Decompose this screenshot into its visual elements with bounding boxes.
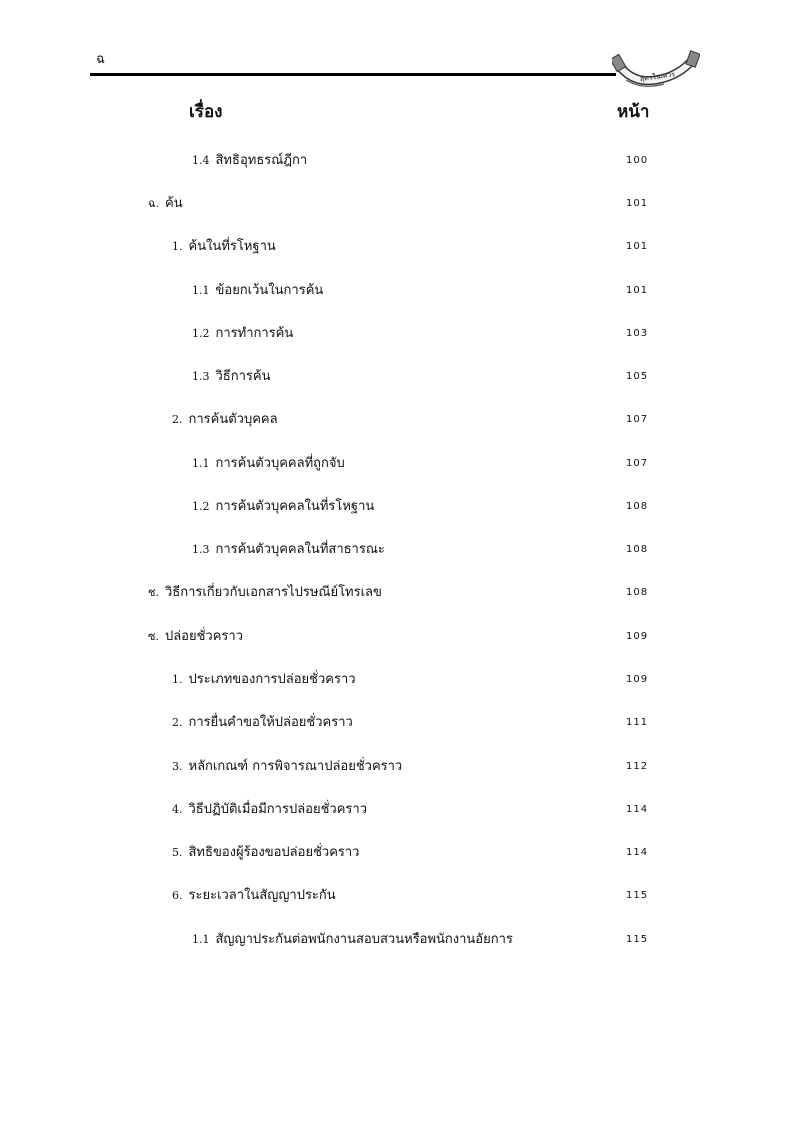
toc-entry-page[interactable]: 101 bbox=[626, 198, 649, 209]
toc-entry bbox=[0, 755, 794, 779]
toc-entry-page[interactable]: 108 bbox=[626, 501, 649, 512]
scroll-logo-icon bbox=[612, 50, 700, 90]
toc-entry bbox=[0, 538, 794, 562]
toc-entry-number: 1. bbox=[172, 673, 183, 686]
toc-entry bbox=[0, 452, 794, 476]
toc-entry-title[interactable] bbox=[192, 538, 385, 562]
toc-entry bbox=[0, 668, 794, 692]
toc-entry-title[interactable] bbox=[192, 279, 323, 303]
toc-entry-text: การค้นตัวบุคคลในที่รโหฐาน bbox=[215, 499, 375, 514]
toc-entry-page[interactable]: 101 bbox=[626, 285, 649, 296]
toc-entry bbox=[0, 928, 794, 952]
toc-entry-page[interactable]: 114 bbox=[626, 804, 649, 815]
toc-entry-number: 1.2 bbox=[192, 327, 210, 340]
toc-entry-text: วิธีการค้น bbox=[215, 369, 271, 384]
toc-entry-title[interactable] bbox=[192, 495, 374, 519]
toc-entry bbox=[0, 841, 794, 865]
toc-entry-text: สิทธิอุทธรณ์ฎีกา bbox=[215, 153, 308, 168]
toc-entry-page[interactable]: 100 bbox=[626, 155, 649, 166]
toc-entry-page[interactable]: 105 bbox=[626, 371, 649, 382]
toc-entry-number: 5. bbox=[172, 846, 183, 859]
toc-entry-page[interactable]: 109 bbox=[626, 631, 649, 642]
toc-entry-number: ฉ. bbox=[148, 197, 159, 210]
toc-entry-title[interactable] bbox=[172, 711, 353, 735]
toc-entry-number: 2. bbox=[172, 716, 183, 729]
toc-entry bbox=[0, 235, 794, 259]
column-header-page: หน้า bbox=[617, 102, 650, 122]
toc-entry-title[interactable] bbox=[172, 408, 278, 432]
toc-entry-title[interactable] bbox=[192, 928, 513, 952]
toc-entry bbox=[0, 149, 794, 173]
toc-entry-number: 4. bbox=[172, 803, 183, 816]
toc-entry-title[interactable] bbox=[148, 192, 183, 216]
toc-entry bbox=[0, 581, 794, 605]
toc-entry-title[interactable] bbox=[148, 625, 243, 649]
toc-entry-number: 1.4 bbox=[192, 154, 210, 167]
toc-entry-text: หลักเกณฑ์ การพิจารณาปล่อยชั่วคราว bbox=[188, 759, 403, 774]
toc-entry-text: การทำการค้น bbox=[215, 326, 294, 341]
svg-text:สุดรในเศวร: สุดรในเศวร bbox=[639, 70, 676, 84]
toc-entry-number: ซ. bbox=[148, 630, 159, 643]
toc-entry-number: 1.1 bbox=[192, 457, 210, 470]
toc-entry-number: 1.2 bbox=[192, 500, 210, 513]
toc-entry-number: 1.3 bbox=[192, 370, 210, 383]
toc-entry-title[interactable] bbox=[192, 452, 345, 476]
toc-entry bbox=[0, 884, 794, 908]
toc-entry-page[interactable]: 107 bbox=[626, 458, 649, 469]
toc-entry-text: การยื่นคำขอให้ปล่อยชั่วคราว bbox=[188, 715, 353, 730]
toc-entry bbox=[0, 322, 794, 346]
toc-entry-page[interactable]: 112 bbox=[626, 761, 649, 772]
toc-entry-number: 1.3 bbox=[192, 543, 210, 556]
toc-entry bbox=[0, 279, 794, 303]
toc-entry bbox=[0, 365, 794, 389]
toc-entry-number: 1.1 bbox=[192, 284, 210, 297]
toc-entry-title[interactable] bbox=[192, 149, 307, 173]
toc-entry bbox=[0, 408, 794, 432]
toc-entry-title[interactable] bbox=[192, 322, 293, 346]
toc-entry-page[interactable]: 108 bbox=[626, 544, 649, 555]
toc-entry bbox=[0, 711, 794, 735]
header-rule bbox=[90, 73, 616, 76]
toc-entry-title[interactable] bbox=[192, 365, 270, 389]
toc-entry-title[interactable] bbox=[172, 798, 367, 822]
toc-entry-title[interactable] bbox=[172, 841, 359, 865]
toc-entry-text: ระยะเวลาในสัญญาประกัน bbox=[188, 888, 336, 903]
column-header-topic: เรื่อง bbox=[189, 102, 223, 122]
toc-entry bbox=[0, 192, 794, 216]
toc-entry-title[interactable] bbox=[172, 755, 402, 779]
toc-entry-page[interactable]: 115 bbox=[626, 934, 649, 945]
toc-entry bbox=[0, 495, 794, 519]
toc-entry-page[interactable]: 103 bbox=[626, 328, 649, 339]
toc-entry-number: 6. bbox=[172, 889, 183, 902]
toc-entry-page[interactable]: 111 bbox=[626, 717, 649, 728]
toc-entry-text: การค้นตัวบุคคล bbox=[188, 412, 278, 427]
toc-entry-text: สัญญาประกันต่อพนักงานสอบสวนหรือพนักงานอัยการ bbox=[215, 932, 513, 947]
toc-entry-text: สิทธิของผู้ร้องขอปล่อยชั่วคราว bbox=[188, 845, 360, 860]
toc-entry-number: 1.1 bbox=[192, 933, 210, 946]
toc-entry-number: 3. bbox=[172, 760, 183, 773]
toc-entry-text: วิธีปฏิบัติเมื่อมีการปล่อยชั่วคราว bbox=[188, 802, 367, 817]
toc-entry-text: ข้อยกเว้นในการค้น bbox=[215, 283, 324, 298]
toc-entry-number: ช. bbox=[148, 586, 159, 599]
toc-entry-title[interactable] bbox=[148, 581, 382, 605]
toc-entry bbox=[0, 798, 794, 822]
toc-entry-text: ปล่อยชั่วคราว bbox=[164, 629, 244, 644]
toc-entry-page[interactable]: 107 bbox=[626, 414, 649, 425]
toc-entry-title[interactable] bbox=[172, 235, 276, 259]
toc-entry-number: 1. bbox=[172, 240, 183, 253]
toc-entry-text: วิธีการเกี่ยวกับเอกสารไปรษณีย์โทรเลข bbox=[164, 585, 382, 600]
toc-entry bbox=[0, 625, 794, 649]
toc-entry-page[interactable]: 109 bbox=[626, 674, 649, 685]
toc-entry-page[interactable]: 114 bbox=[626, 847, 649, 858]
toc-entry-page[interactable]: 101 bbox=[626, 241, 649, 252]
toc-entry-page[interactable]: 115 bbox=[626, 890, 649, 901]
toc-entry-title[interactable] bbox=[172, 884, 336, 908]
toc-entry-text: ประเภทของการปล่อยชั่วคราว bbox=[188, 672, 356, 687]
toc-entry-text: ค้น bbox=[165, 196, 183, 211]
toc-entry-number: 2. bbox=[172, 413, 183, 426]
page-number-letter: ฉ bbox=[96, 52, 105, 67]
toc-entry-title[interactable] bbox=[172, 668, 356, 692]
toc-entry-text: การค้นตัวบุคคลที่ถูกจับ bbox=[215, 456, 345, 471]
toc-entry-text: การค้นตัวบุคคลในที่สาธารณะ bbox=[215, 542, 385, 557]
toc-entry-text: ค้นในที่รโหฐาน bbox=[188, 239, 276, 254]
toc-entry-page[interactable]: 108 bbox=[626, 587, 649, 598]
